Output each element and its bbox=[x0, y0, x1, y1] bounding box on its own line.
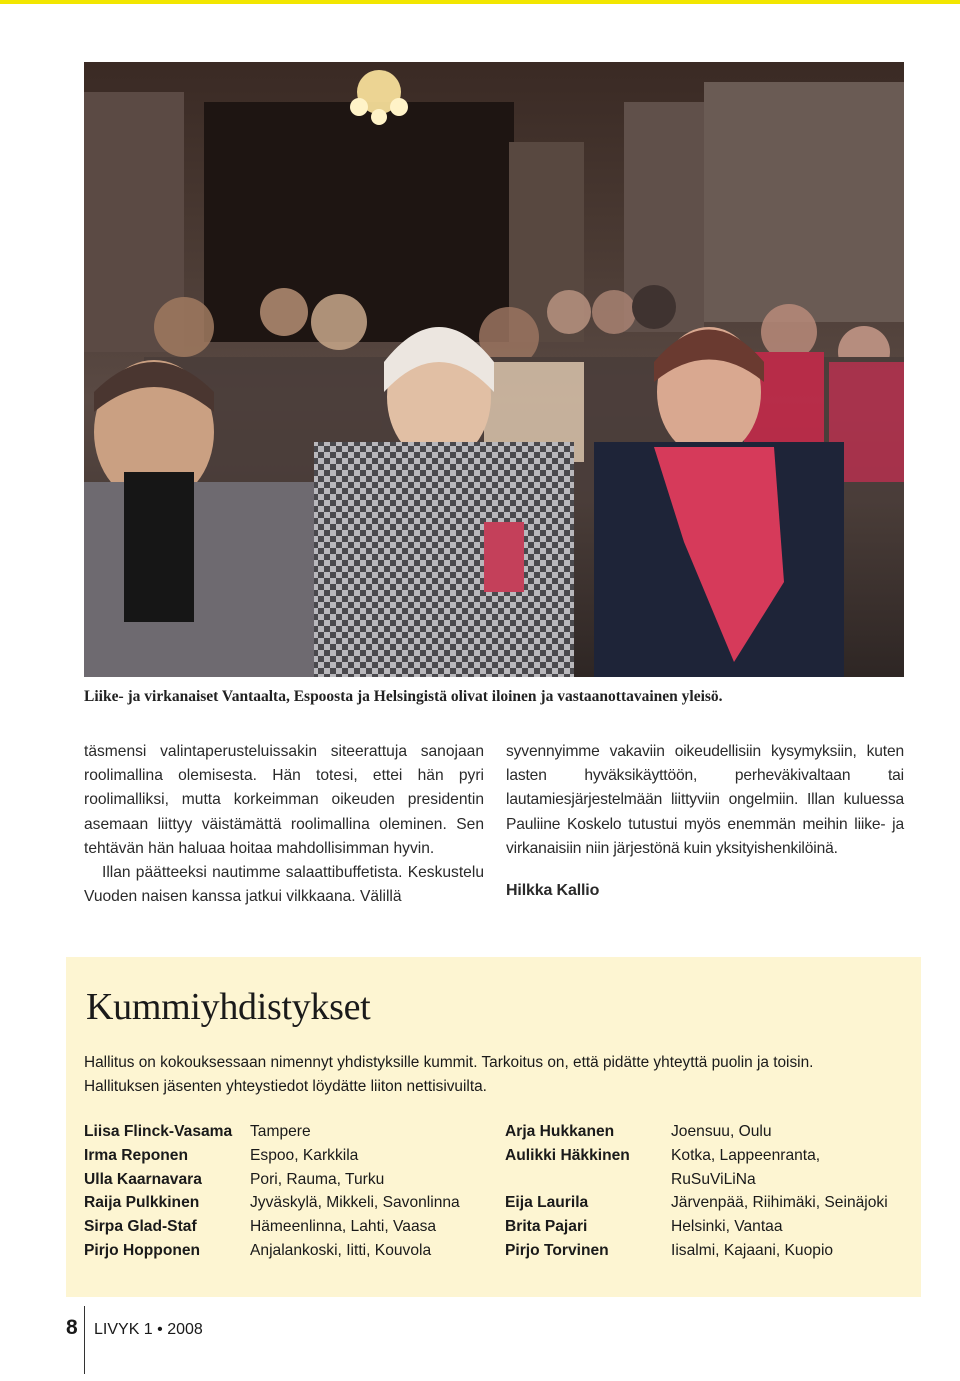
sponsor-row bbox=[84, 1120, 504, 1144]
sponsor-name: Brita Pajari bbox=[505, 1218, 588, 1236]
box-intro-line: Hallitus on kokouksessaan nimennyt yhdistyksille kummit. Tarkoitus on, että pidätte yhteyttä puolin ja toisin. bbox=[84, 1054, 814, 1071]
sponsor-list-left bbox=[84, 1120, 504, 1263]
sponsor-places: Anjalankoski, Iitti, Kouvola bbox=[250, 1241, 432, 1259]
sponsor-places: Iisalmi, Kajaani, Kuopio bbox=[671, 1241, 834, 1259]
sponsor-name: Irma Reponen bbox=[84, 1146, 188, 1164]
sponsor-places: Kotka, Lappeenranta, bbox=[671, 1146, 821, 1164]
magazine-issue: LIVYK 1 • 2008 bbox=[94, 1321, 203, 1338]
event-photo bbox=[84, 62, 904, 677]
sponsor-name: Ulla Kaarnavara bbox=[84, 1170, 202, 1188]
sponsor-name: Sirpa Glad-Staf bbox=[84, 1218, 197, 1236]
sponsor-places: Pori, Rauma, Turku bbox=[250, 1170, 385, 1188]
sponsor-row bbox=[505, 1144, 915, 1168]
wall-panel-right bbox=[704, 82, 904, 322]
photo-caption: Liike- ja virkanaiset Vantaalta, Espoosta ja Helsingistä olivat iloinen ja vastaanottavainen yleisö. bbox=[84, 688, 723, 705]
sponsor-associations-box bbox=[66, 957, 921, 1297]
sponsor-name: Raija Pulkkinen bbox=[84, 1194, 200, 1212]
sponsor-row bbox=[505, 1168, 915, 1192]
sponsor-name: Aulikki Häkkinen bbox=[505, 1146, 630, 1164]
sponsor-row bbox=[84, 1168, 504, 1192]
sponsor-places: Tampere bbox=[250, 1123, 311, 1140]
sponsor-places: Helsinki, Vantaa bbox=[671, 1218, 783, 1236]
article-paragraph: täsmensi valintaperusteluissakin siteerattuja sanojaan roolimallina olemisesta. Hän totesi, ettei hän pyri roolimalliksi, mutta korkeimman oikeuden presidentin asemaan liittyy väistämättä roolimallina oleminen. Sen tehtävän hän haluaa hoitaa mahdollisimman hyvin. bbox=[84, 743, 484, 857]
footer-divider bbox=[84, 1306, 85, 1374]
sponsor-row bbox=[84, 1215, 504, 1239]
sponsor-name: Pirjo Torvinen bbox=[505, 1241, 609, 1259]
article-column-right bbox=[506, 740, 904, 903]
article-paragraph: Illan päätteeksi nautimme salaattibuffetista. Keskustelu Vuoden naisen kanssa jatkui vilkkaana. Välillä bbox=[84, 864, 484, 906]
audience-photo-illustration bbox=[84, 62, 904, 677]
sponsor-name: Eija Laurila bbox=[505, 1194, 589, 1212]
sponsor-places: Järvenpää, Riihimäki, Seinäjoki bbox=[671, 1194, 888, 1212]
article-column-left bbox=[84, 740, 484, 909]
sponsor-places: Jyväskylä, Mikkeli, Savonlinna bbox=[250, 1194, 460, 1212]
sponsor-places: Hämeenlinna, Lahti, Vaasa bbox=[250, 1218, 437, 1236]
sponsor-name: Arja Hukkanen bbox=[505, 1123, 615, 1140]
box-intro bbox=[84, 1051, 914, 1099]
sponsor-row bbox=[505, 1120, 915, 1144]
box-intro-line: Hallituksen jäsenten yhteystiedot löydätte liiton nettisivuilta. bbox=[84, 1078, 487, 1095]
sponsor-list-right bbox=[505, 1120, 915, 1263]
article-author: Hilkka Kallio bbox=[506, 882, 600, 900]
sponsor-name: Liisa Flinck-Vasama bbox=[84, 1123, 233, 1140]
page-number: 8 bbox=[66, 1316, 78, 1339]
sponsor-row bbox=[505, 1191, 915, 1215]
article-paragraph: syvennyimme vakaviin oikeudellisiin kysymyksiin, kuten lasten hyväksikäyttöön, perheväkivaltaan tai lautamiesjärjestelmään liittyviin ongelmiin. Illan kuluessa Pauliine Koskelo tutustui myös enemmän meihin liike- ja virkanaisiin niin järjestönä kuin yksityishenkilöinä. bbox=[506, 743, 904, 857]
sponsor-row bbox=[84, 1239, 504, 1263]
sponsor-row bbox=[84, 1144, 504, 1168]
sponsor-row bbox=[505, 1239, 915, 1263]
sponsor-places: RuSuViLiNa bbox=[671, 1170, 756, 1188]
sponsor-row bbox=[505, 1215, 915, 1239]
box-title: Kummiyhdistykset bbox=[86, 986, 371, 1028]
top-accent-line bbox=[0, 0, 960, 4]
sponsor-places: Espoo, Karkkila bbox=[250, 1146, 359, 1164]
sponsor-row bbox=[84, 1191, 504, 1215]
sponsor-places: Joensuu, Oulu bbox=[671, 1123, 772, 1140]
sponsor-name: Pirjo Hopponen bbox=[84, 1241, 201, 1259]
